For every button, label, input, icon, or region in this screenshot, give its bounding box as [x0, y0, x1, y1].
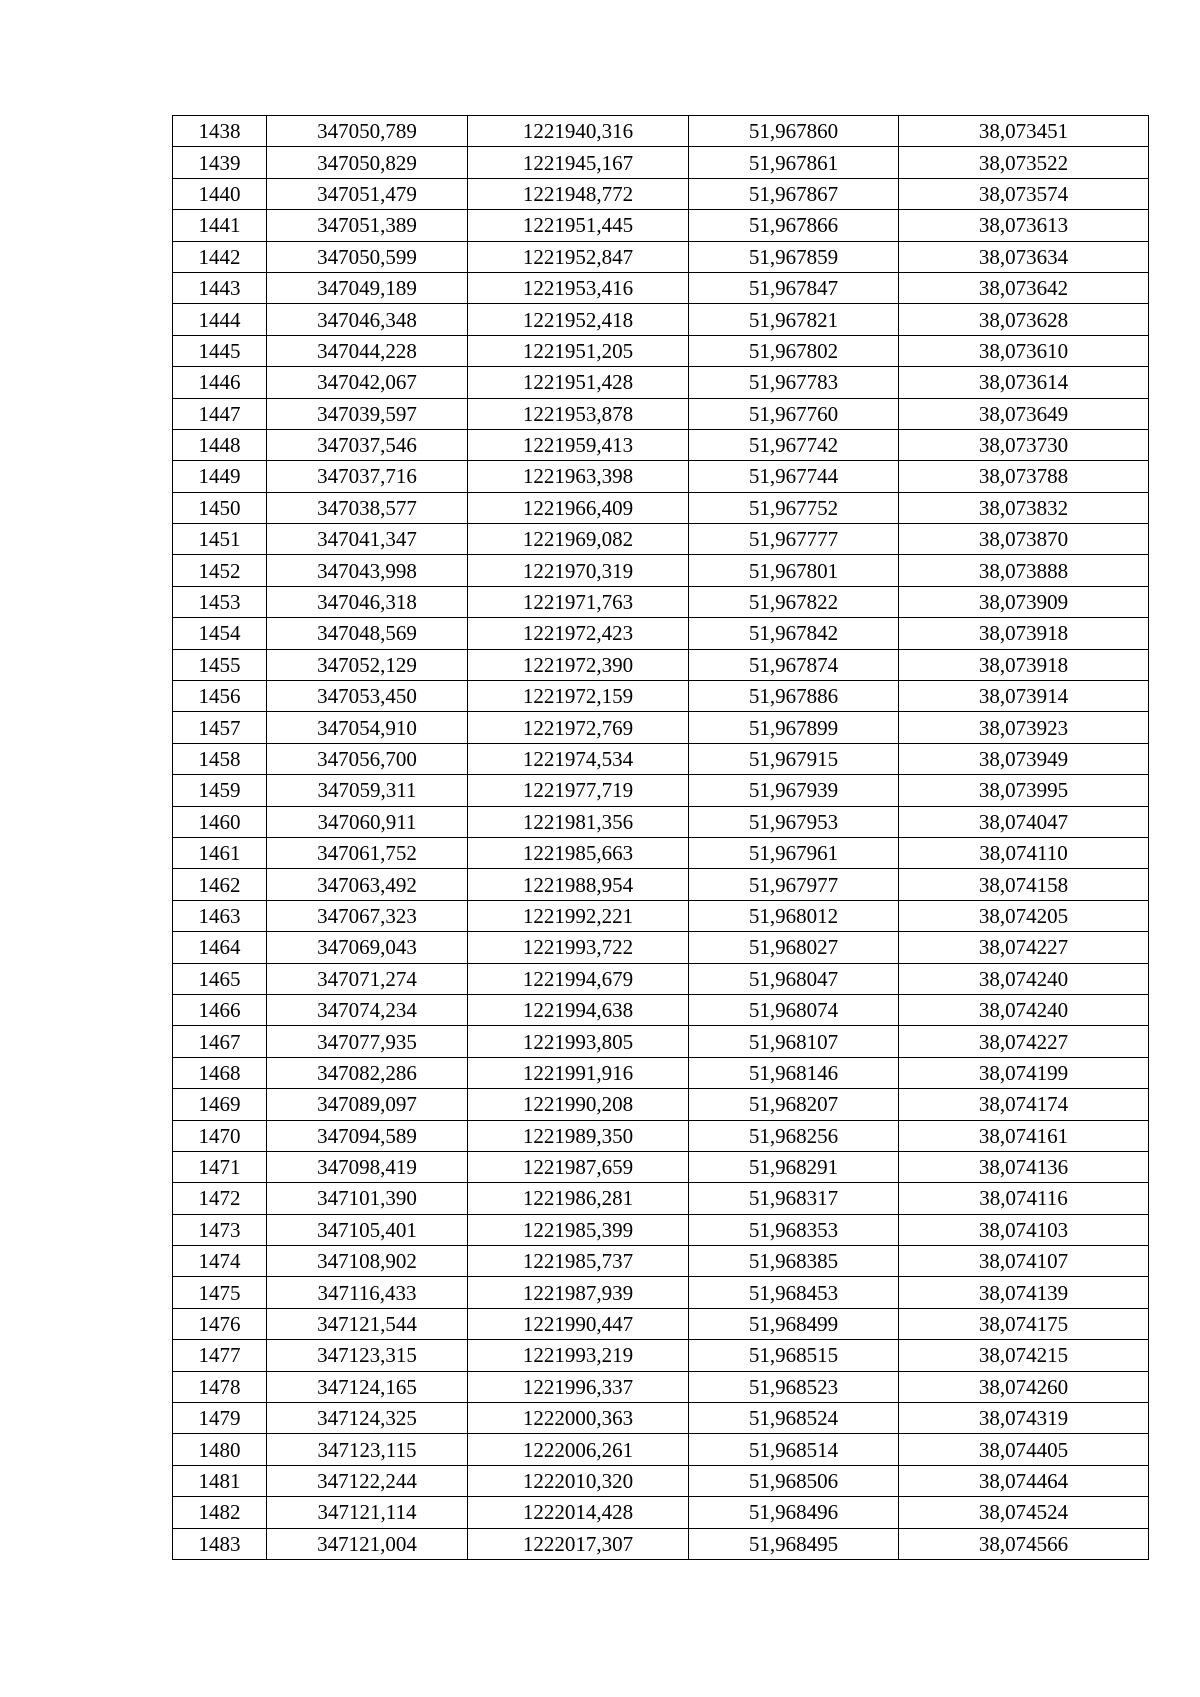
table-row [173, 869, 1149, 900]
latitude-cell: 51,968385 [689, 1246, 899, 1277]
latitude-cell: 51,967760 [689, 398, 899, 429]
y-coordinate-cell: 1221951,445 [468, 210, 689, 241]
y-coordinate-cell: 1221990,447 [468, 1308, 689, 1339]
latitude-cell: 51,967777 [689, 524, 899, 555]
y-coordinate-cell: 1221959,413 [468, 429, 689, 460]
table-row [173, 618, 1149, 649]
table-row [173, 1340, 1149, 1371]
table-row [173, 367, 1149, 398]
longitude-cell: 38,073909 [899, 586, 1149, 617]
point-number-cell: 1462 [173, 869, 267, 900]
x-coordinate-cell: 347056,700 [267, 743, 468, 774]
x-coordinate-cell: 347041,347 [267, 524, 468, 555]
point-number-cell: 1478 [173, 1371, 267, 1402]
latitude-cell: 51,968146 [689, 1057, 899, 1088]
point-number-cell: 1477 [173, 1340, 267, 1371]
table-row [173, 900, 1149, 931]
latitude-cell: 51,967939 [689, 775, 899, 806]
point-number-cell: 1455 [173, 649, 267, 680]
x-coordinate-cell: 347059,311 [267, 775, 468, 806]
longitude-cell: 38,073522 [899, 147, 1149, 178]
x-coordinate-cell: 347060,911 [267, 806, 468, 837]
y-coordinate-cell: 1222010,320 [468, 1465, 689, 1496]
x-coordinate-cell: 347123,115 [267, 1434, 468, 1465]
latitude-cell: 51,968353 [689, 1214, 899, 1245]
point-number-cell: 1459 [173, 775, 267, 806]
y-coordinate-cell: 1221951,428 [468, 367, 689, 398]
x-coordinate-cell: 347101,390 [267, 1183, 468, 1214]
point-number-cell: 1443 [173, 272, 267, 303]
y-coordinate-cell: 1221994,679 [468, 963, 689, 994]
latitude-cell: 51,968107 [689, 1026, 899, 1057]
coordinates-table-body [173, 116, 1149, 1560]
latitude-cell: 51,968496 [689, 1497, 899, 1528]
latitude-cell: 51,967821 [689, 304, 899, 335]
longitude-cell: 38,074139 [899, 1277, 1149, 1308]
longitude-cell: 38,073888 [899, 555, 1149, 586]
latitude-cell: 51,968012 [689, 900, 899, 931]
x-coordinate-cell: 347082,286 [267, 1057, 468, 1088]
x-coordinate-cell: 347038,577 [267, 492, 468, 523]
y-coordinate-cell: 1221972,159 [468, 681, 689, 712]
y-coordinate-cell: 1221993,219 [468, 1340, 689, 1371]
latitude-cell: 51,968027 [689, 932, 899, 963]
y-coordinate-cell: 1221993,722 [468, 932, 689, 963]
latitude-cell: 51,968506 [689, 1465, 899, 1496]
y-coordinate-cell: 1222014,428 [468, 1497, 689, 1528]
table-row [173, 147, 1149, 178]
point-number-cell: 1471 [173, 1151, 267, 1182]
table-row [173, 837, 1149, 868]
point-number-cell: 1461 [173, 837, 267, 868]
x-coordinate-cell: 347122,244 [267, 1465, 468, 1496]
y-coordinate-cell: 1221990,208 [468, 1089, 689, 1120]
table-row [173, 1497, 1149, 1528]
x-coordinate-cell: 347037,716 [267, 461, 468, 492]
longitude-cell: 38,073451 [899, 116, 1149, 147]
table-row [173, 681, 1149, 712]
latitude-cell: 51,967874 [689, 649, 899, 680]
x-coordinate-cell: 347044,228 [267, 335, 468, 366]
point-number-cell: 1452 [173, 555, 267, 586]
table-row [173, 1214, 1149, 1245]
table-row [173, 304, 1149, 335]
x-coordinate-cell: 347098,419 [267, 1151, 468, 1182]
point-number-cell: 1449 [173, 461, 267, 492]
longitude-cell: 38,073730 [899, 429, 1149, 460]
point-number-cell: 1463 [173, 900, 267, 931]
x-coordinate-cell: 347043,998 [267, 555, 468, 586]
longitude-cell: 38,074175 [899, 1308, 1149, 1339]
x-coordinate-cell: 347052,129 [267, 649, 468, 680]
latitude-cell: 51,967859 [689, 241, 899, 272]
longitude-cell: 38,074240 [899, 963, 1149, 994]
point-number-cell: 1465 [173, 963, 267, 994]
longitude-cell: 38,073574 [899, 178, 1149, 209]
latitude-cell: 51,968207 [689, 1089, 899, 1120]
longitude-cell: 38,073642 [899, 272, 1149, 303]
table-row [173, 586, 1149, 617]
latitude-cell: 51,967742 [689, 429, 899, 460]
latitude-cell: 51,968499 [689, 1308, 899, 1339]
y-coordinate-cell: 1221996,337 [468, 1371, 689, 1402]
x-coordinate-cell: 347042,067 [267, 367, 468, 398]
longitude-cell: 38,074116 [899, 1183, 1149, 1214]
y-coordinate-cell: 1221987,659 [468, 1151, 689, 1182]
longitude-cell: 38,073610 [899, 335, 1149, 366]
point-number-cell: 1479 [173, 1403, 267, 1434]
point-number-cell: 1447 [173, 398, 267, 429]
table-row [173, 241, 1149, 272]
longitude-cell: 38,074405 [899, 1434, 1149, 1465]
x-coordinate-cell: 347121,114 [267, 1497, 468, 1528]
point-number-cell: 1442 [173, 241, 267, 272]
longitude-cell: 38,074136 [899, 1151, 1149, 1182]
latitude-cell: 51,967861 [689, 147, 899, 178]
y-coordinate-cell: 1221951,205 [468, 335, 689, 366]
point-number-cell: 1468 [173, 1057, 267, 1088]
x-coordinate-cell: 347063,492 [267, 869, 468, 900]
longitude-cell: 38,073613 [899, 210, 1149, 241]
y-coordinate-cell: 1221952,847 [468, 241, 689, 272]
point-number-cell: 1475 [173, 1277, 267, 1308]
longitude-cell: 38,073949 [899, 743, 1149, 774]
table-row [173, 1151, 1149, 1182]
latitude-cell: 51,967886 [689, 681, 899, 712]
latitude-cell: 51,967842 [689, 618, 899, 649]
longitude-cell: 38,074110 [899, 837, 1149, 868]
longitude-cell: 38,074566 [899, 1528, 1149, 1559]
point-number-cell: 1445 [173, 335, 267, 366]
x-coordinate-cell: 347053,450 [267, 681, 468, 712]
longitude-cell: 38,074240 [899, 994, 1149, 1025]
x-coordinate-cell: 347123,315 [267, 1340, 468, 1371]
y-coordinate-cell: 1221993,805 [468, 1026, 689, 1057]
x-coordinate-cell: 347048,569 [267, 618, 468, 649]
point-number-cell: 1457 [173, 712, 267, 743]
x-coordinate-cell: 347046,348 [267, 304, 468, 335]
x-coordinate-cell: 347121,004 [267, 1528, 468, 1559]
y-coordinate-cell: 1221940,316 [468, 116, 689, 147]
table-row [173, 1308, 1149, 1339]
longitude-cell: 38,073918 [899, 649, 1149, 680]
y-coordinate-cell: 1221991,916 [468, 1057, 689, 1088]
latitude-cell: 51,967860 [689, 116, 899, 147]
latitude-cell: 51,967867 [689, 178, 899, 209]
point-number-cell: 1467 [173, 1026, 267, 1057]
latitude-cell: 51,967953 [689, 806, 899, 837]
point-number-cell: 1440 [173, 178, 267, 209]
latitude-cell: 51,967744 [689, 461, 899, 492]
table-row [173, 1403, 1149, 1434]
longitude-cell: 38,073649 [899, 398, 1149, 429]
y-coordinate-cell: 1221972,423 [468, 618, 689, 649]
x-coordinate-cell: 347121,544 [267, 1308, 468, 1339]
x-coordinate-cell: 347051,479 [267, 178, 468, 209]
longitude-cell: 38,074199 [899, 1057, 1149, 1088]
x-coordinate-cell: 347105,401 [267, 1214, 468, 1245]
x-coordinate-cell: 347089,097 [267, 1089, 468, 1120]
y-coordinate-cell: 1221953,878 [468, 398, 689, 429]
table-row [173, 429, 1149, 460]
point-number-cell: 1466 [173, 994, 267, 1025]
longitude-cell: 38,073995 [899, 775, 1149, 806]
latitude-cell: 51,968317 [689, 1183, 899, 1214]
longitude-cell: 38,073914 [899, 681, 1149, 712]
point-number-cell: 1453 [173, 586, 267, 617]
latitude-cell: 51,968523 [689, 1371, 899, 1402]
latitude-cell: 51,968453 [689, 1277, 899, 1308]
longitude-cell: 38,074107 [899, 1246, 1149, 1277]
table-row [173, 398, 1149, 429]
longitude-cell: 38,074161 [899, 1120, 1149, 1151]
table-row [173, 1528, 1149, 1559]
x-coordinate-cell: 347074,234 [267, 994, 468, 1025]
latitude-cell: 51,967847 [689, 272, 899, 303]
longitude-cell: 38,073788 [899, 461, 1149, 492]
y-coordinate-cell: 1222017,307 [468, 1528, 689, 1559]
table-row [173, 775, 1149, 806]
longitude-cell: 38,074464 [899, 1465, 1149, 1496]
latitude-cell: 51,967801 [689, 555, 899, 586]
point-number-cell: 1480 [173, 1434, 267, 1465]
table-row [173, 1120, 1149, 1151]
x-coordinate-cell: 347067,323 [267, 900, 468, 931]
latitude-cell: 51,968047 [689, 963, 899, 994]
point-number-cell: 1472 [173, 1183, 267, 1214]
table-row [173, 806, 1149, 837]
point-number-cell: 1473 [173, 1214, 267, 1245]
x-coordinate-cell: 347094,589 [267, 1120, 468, 1151]
point-number-cell: 1482 [173, 1497, 267, 1528]
x-coordinate-cell: 347061,752 [267, 837, 468, 868]
point-number-cell: 1464 [173, 932, 267, 963]
point-number-cell: 1448 [173, 429, 267, 460]
table-row [173, 994, 1149, 1025]
longitude-cell: 38,073832 [899, 492, 1149, 523]
y-coordinate-cell: 1221953,416 [468, 272, 689, 303]
y-coordinate-cell: 1221985,663 [468, 837, 689, 868]
table-row [173, 1371, 1149, 1402]
latitude-cell: 51,967977 [689, 869, 899, 900]
point-number-cell: 1481 [173, 1465, 267, 1496]
y-coordinate-cell: 1221985,737 [468, 1246, 689, 1277]
y-coordinate-cell: 1221948,772 [468, 178, 689, 209]
point-number-cell: 1456 [173, 681, 267, 712]
point-number-cell: 1483 [173, 1528, 267, 1559]
longitude-cell: 38,074227 [899, 1026, 1149, 1057]
latitude-cell: 51,968515 [689, 1340, 899, 1371]
x-coordinate-cell: 347049,189 [267, 272, 468, 303]
table-row [173, 1057, 1149, 1088]
table-row [173, 712, 1149, 743]
table-row [173, 210, 1149, 241]
longitude-cell: 38,073918 [899, 618, 1149, 649]
y-coordinate-cell: 1221981,356 [468, 806, 689, 837]
y-coordinate-cell: 1221972,769 [468, 712, 689, 743]
table-row [173, 492, 1149, 523]
x-coordinate-cell: 347054,910 [267, 712, 468, 743]
longitude-cell: 38,073923 [899, 712, 1149, 743]
table-row [173, 1089, 1149, 1120]
longitude-cell: 38,074047 [899, 806, 1149, 837]
y-coordinate-cell: 1221971,763 [468, 586, 689, 617]
table-row [173, 555, 1149, 586]
latitude-cell: 51,968256 [689, 1120, 899, 1151]
y-coordinate-cell: 1221977,719 [468, 775, 689, 806]
point-number-cell: 1439 [173, 147, 267, 178]
x-coordinate-cell: 347050,599 [267, 241, 468, 272]
x-coordinate-cell: 347039,597 [267, 398, 468, 429]
x-coordinate-cell: 347116,433 [267, 1277, 468, 1308]
longitude-cell: 38,074524 [899, 1497, 1149, 1528]
longitude-cell: 38,074227 [899, 932, 1149, 963]
latitude-cell: 51,967822 [689, 586, 899, 617]
longitude-cell: 38,074215 [899, 1340, 1149, 1371]
y-coordinate-cell: 1221970,319 [468, 555, 689, 586]
longitude-cell: 38,073634 [899, 241, 1149, 272]
x-coordinate-cell: 347069,043 [267, 932, 468, 963]
y-coordinate-cell: 1221992,221 [468, 900, 689, 931]
x-coordinate-cell: 347124,325 [267, 1403, 468, 1434]
x-coordinate-cell: 347050,789 [267, 116, 468, 147]
table-row [173, 1465, 1149, 1496]
point-number-cell: 1451 [173, 524, 267, 555]
y-coordinate-cell: 1221986,281 [468, 1183, 689, 1214]
y-coordinate-cell: 1221945,167 [468, 147, 689, 178]
point-number-cell: 1441 [173, 210, 267, 241]
x-coordinate-cell: 347046,318 [267, 586, 468, 617]
latitude-cell: 51,967866 [689, 210, 899, 241]
table-row [173, 461, 1149, 492]
table-row [173, 649, 1149, 680]
table-row [173, 178, 1149, 209]
point-number-cell: 1474 [173, 1246, 267, 1277]
table-row [173, 932, 1149, 963]
point-number-cell: 1446 [173, 367, 267, 398]
longitude-cell: 38,073628 [899, 304, 1149, 335]
x-coordinate-cell: 347108,902 [267, 1246, 468, 1277]
y-coordinate-cell: 1222000,363 [468, 1403, 689, 1434]
table-row [173, 116, 1149, 147]
latitude-cell: 51,968495 [689, 1528, 899, 1559]
latitude-cell: 51,968524 [689, 1403, 899, 1434]
x-coordinate-cell: 347077,935 [267, 1026, 468, 1057]
latitude-cell: 51,967915 [689, 743, 899, 774]
table-row [173, 335, 1149, 366]
x-coordinate-cell: 347124,165 [267, 1371, 468, 1402]
longitude-cell: 38,074158 [899, 869, 1149, 900]
y-coordinate-cell: 1221994,638 [468, 994, 689, 1025]
latitude-cell: 51,967783 [689, 367, 899, 398]
point-number-cell: 1460 [173, 806, 267, 837]
y-coordinate-cell: 1222006,261 [468, 1434, 689, 1465]
y-coordinate-cell: 1221989,350 [468, 1120, 689, 1151]
latitude-cell: 51,967802 [689, 335, 899, 366]
coordinates-table [172, 115, 1149, 1560]
point-number-cell: 1438 [173, 116, 267, 147]
point-number-cell: 1469 [173, 1089, 267, 1120]
table-row [173, 1434, 1149, 1465]
longitude-cell: 38,073870 [899, 524, 1149, 555]
table-row [173, 1183, 1149, 1214]
longitude-cell: 38,074260 [899, 1371, 1149, 1402]
latitude-cell: 51,968514 [689, 1434, 899, 1465]
point-number-cell: 1454 [173, 618, 267, 649]
table-row [173, 1277, 1149, 1308]
point-number-cell: 1444 [173, 304, 267, 335]
longitude-cell: 38,074174 [899, 1089, 1149, 1120]
table-row [173, 1026, 1149, 1057]
x-coordinate-cell: 347050,829 [267, 147, 468, 178]
y-coordinate-cell: 1221952,418 [468, 304, 689, 335]
point-number-cell: 1476 [173, 1308, 267, 1339]
latitude-cell: 51,967899 [689, 712, 899, 743]
table-row [173, 524, 1149, 555]
y-coordinate-cell: 1221972,390 [468, 649, 689, 680]
longitude-cell: 38,074103 [899, 1214, 1149, 1245]
point-number-cell: 1458 [173, 743, 267, 774]
y-coordinate-cell: 1221963,398 [468, 461, 689, 492]
point-number-cell: 1470 [173, 1120, 267, 1151]
latitude-cell: 51,968291 [689, 1151, 899, 1182]
longitude-cell: 38,074319 [899, 1403, 1149, 1434]
y-coordinate-cell: 1221966,409 [468, 492, 689, 523]
latitude-cell: 51,968074 [689, 994, 899, 1025]
y-coordinate-cell: 1221985,399 [468, 1214, 689, 1245]
y-coordinate-cell: 1221974,534 [468, 743, 689, 774]
x-coordinate-cell: 347071,274 [267, 963, 468, 994]
x-coordinate-cell: 347051,389 [267, 210, 468, 241]
latitude-cell: 51,967961 [689, 837, 899, 868]
y-coordinate-cell: 1221969,082 [468, 524, 689, 555]
y-coordinate-cell: 1221988,954 [468, 869, 689, 900]
y-coordinate-cell: 1221987,939 [468, 1277, 689, 1308]
table-row [173, 743, 1149, 774]
longitude-cell: 38,073614 [899, 367, 1149, 398]
table-row [173, 272, 1149, 303]
longitude-cell: 38,074205 [899, 900, 1149, 931]
table-row [173, 1246, 1149, 1277]
point-number-cell: 1450 [173, 492, 267, 523]
x-coordinate-cell: 347037,546 [267, 429, 468, 460]
table-row [173, 963, 1149, 994]
latitude-cell: 51,967752 [689, 492, 899, 523]
